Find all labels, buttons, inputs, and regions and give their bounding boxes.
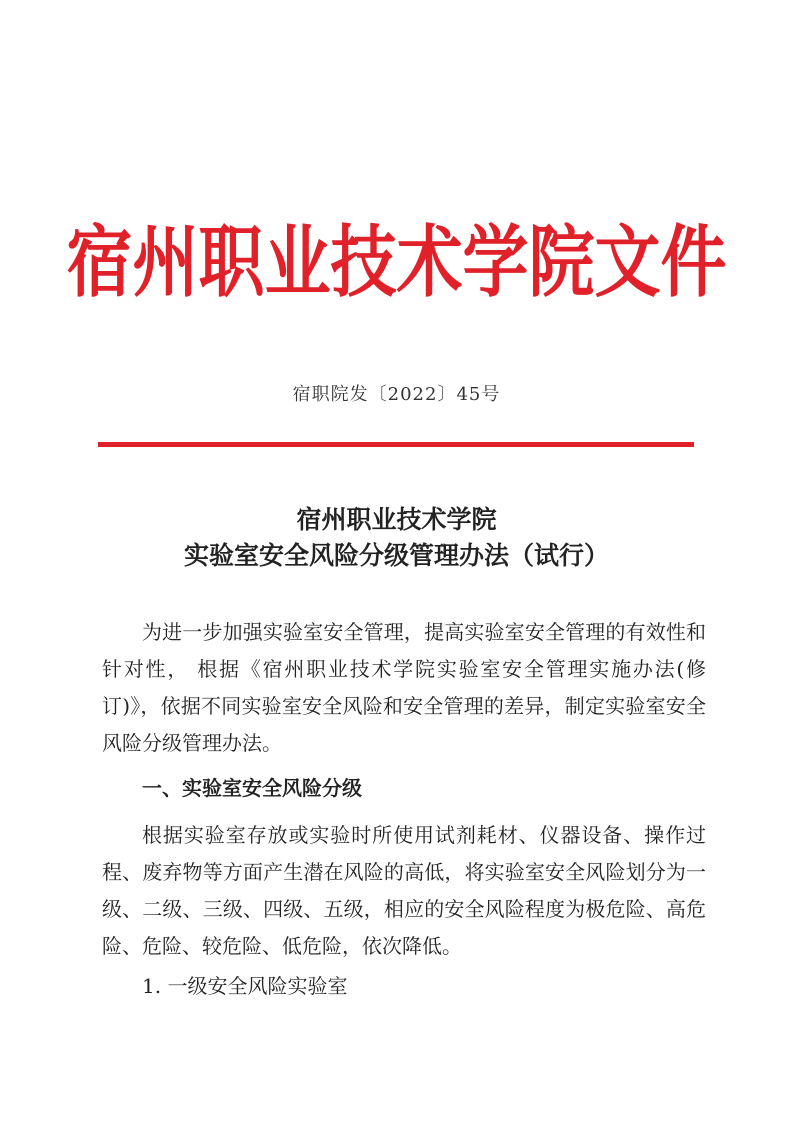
sub-item-heading: 1. 一级安全风险实验室 (142, 974, 348, 998)
document-title-line1: 宿州职业技术学院 (296, 505, 497, 534)
document-title-line2: 实验室安全风险分级管理办法（试行） (183, 541, 609, 570)
section-paragraph: 根据实验室存放或实验时所使用试剂耗材、仪器设备、操作过程、废弃物等方面产生潜在风险的高低，将实验室安全风险划分为一级、二级、三级、四级、五级，相应的安全风险程度为极危险、高危险、危险、较危险、低危险，依次降低。 (102, 823, 706, 958)
red-divider-line (98, 442, 694, 447)
masthead-title: 宿州职业技术学院文件 (66, 216, 727, 308)
section-heading: 一、实验室安全风险分级 (142, 776, 362, 800)
document-number: 宿职院发〔2022〕45号 (292, 384, 501, 405)
intro-paragraph: 为进一步加强实验室安全管理，提高实验室安全管理的有效性和针对性， 根据《宿州职业技术学院实验室安全管理实施办法(修订)》，依据不同实验室安全风险和安全管理的差异，制定实验室安全风险分级管理办法。 (102, 620, 706, 755)
